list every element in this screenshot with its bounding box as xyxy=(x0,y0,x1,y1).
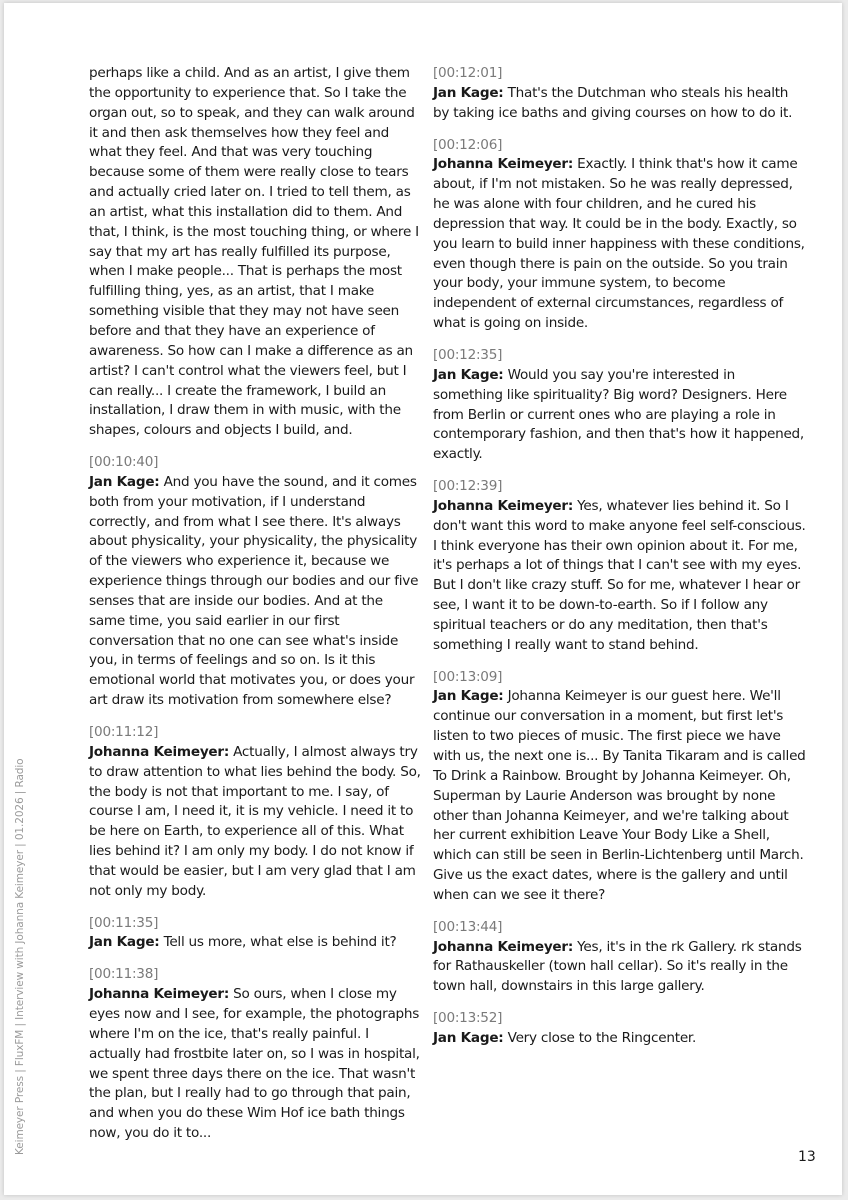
transcript-entry xyxy=(89,723,421,902)
entry-text: Tell us more, what else is behind it? xyxy=(163,934,397,951)
speaker-name: Jan Kage: xyxy=(433,84,504,101)
entry-text: So ours, when I close my eyes now and I see, for example, the photographs where I'm on the ice, that's really painful. I actually had frostbite later on, so I was in hospital, we spent three days there on the ice. That wasn't the plan, but I really had to go through that pain, and when you do these Wim Hof ice bath things now, you do it to... xyxy=(89,986,420,1142)
speaker-name: Johanna Keimeyer: xyxy=(89,743,230,760)
speaker-name: Jan Kage: xyxy=(433,1029,504,1046)
entry-text: And you have the sound, and it comes both from your motivation, if I understand correctly, and from what I see there. It's always about physicality, your physicality, the physicality of the viewers who experience it, because we experience things through our bodies and our five senses that are inside our bodies. And at the same time, you said earlier in our first conversation that no one can see what's inside you, in terms of feelings and so on. Is it this emotional world that motivates you, or does your art draw its motivation from somewhere else? xyxy=(89,473,419,709)
transcript-entry xyxy=(433,136,807,334)
entry-body xyxy=(433,155,807,334)
document-page xyxy=(4,3,842,1195)
entry-text: Very close to the Ringcenter. xyxy=(507,1029,697,1046)
speaker-name: Johanna Keimeyer: xyxy=(433,156,574,173)
entry-text: Would you say you're interested in something like spirituality? Big word? Designers. Here from Berlin or current ones who are playing a role in contemporary fashion, and then that's how it happened, exactly. xyxy=(433,366,805,463)
transcript-entry xyxy=(433,477,807,656)
entry-body xyxy=(89,473,421,711)
transcript-entry xyxy=(89,965,421,1144)
entry-body xyxy=(433,687,807,905)
transcript-entry xyxy=(433,668,807,906)
transcript-entry xyxy=(433,64,807,124)
entry-body xyxy=(433,84,807,124)
timestamp: [00:12:35] xyxy=(433,346,503,363)
speaker-name: Johanna Keimeyer: xyxy=(433,497,574,514)
transcript-entry xyxy=(433,918,807,997)
entry-body xyxy=(89,743,421,902)
timestamp: [00:12:39] xyxy=(433,478,503,495)
entry-body xyxy=(89,985,421,1144)
entry-body xyxy=(433,1029,807,1049)
entry-text: Yes, it's in the rk Gallery. rk stands for Rathauskeller (town hall cellar). So it's really in the town hall, downstairs in this large gallery. xyxy=(433,938,802,995)
timestamp: [00:12:06] xyxy=(433,136,503,153)
page-number: 13 xyxy=(798,1149,816,1165)
left-column xyxy=(89,64,421,1156)
intro-paragraph xyxy=(89,64,421,441)
timestamp: [00:10:40] xyxy=(89,454,159,471)
speaker-name: Johanna Keimeyer: xyxy=(89,986,230,1003)
timestamp: [00:12:01] xyxy=(433,65,503,81)
entry-body xyxy=(433,366,807,465)
transcript-entry xyxy=(433,346,807,465)
entry-text: That's the Dutchman who steals his health by taking ice baths and giving courses on how to do it. xyxy=(433,84,793,121)
right-column xyxy=(433,64,807,1061)
timestamp: [00:13:44] xyxy=(433,918,503,935)
transcript-entry xyxy=(433,1009,807,1049)
speaker-name: Jan Kage: xyxy=(433,688,504,705)
sidebar-credit: Keimeyer Press | FluxFM | Interview with Johanna Keimeyer | 01.2026 | Radio xyxy=(14,758,26,1155)
entry-body xyxy=(433,938,807,998)
entry-body xyxy=(89,933,421,953)
entry-text: Actually, I almost always try to draw attention to what lies behind the body. So, the body is not that important to me. I say, of course I am, I need it, it is my vehicle. I need it to be here on Earth, to experience all of this. What lies behind it? I am only my body. I do not know if that would be easier, but I am very glad that I am not only my body. xyxy=(89,743,421,899)
timestamp: [00:13:52] xyxy=(433,1010,503,1027)
timestamp: [00:11:38] xyxy=(89,966,159,983)
transcript-entry xyxy=(89,453,421,711)
entry-text: Exactly. I think that's how it came about, if I'm not mistaken. So he was really depressed, he was alone with four children, and he cured his depression that way. It could be in the body. Exactly, so you learn to build inner happiness with these conditions, even though there is pain on the outside. So you train your body, your immune system, to become independent of external circumstances, regardless of what is going on inside. xyxy=(433,156,805,332)
entry-text: Johanna Keimeyer is our guest here. We'll continue our conversation in a moment, but first let's listen to two pieces of music. The first piece we have with us, the next one is... By Tanita Tikaram and is called To Drink a Rainbow. Brought by Johanna Keimeyer. Oh, Superman by Laurie Anderson was brought by none other than Johanna Keimeyer, and we're talking about her current exhibition Leave Your Body Like a Shell, which can still be seen in Berlin-Lichtenberg until March. Give us the exact dates, where is the gallery and until when can we see it there? xyxy=(433,688,806,903)
speaker-name: Jan Kage: xyxy=(433,366,504,383)
timestamp: [00:11:12] xyxy=(89,724,159,740)
transcript-entry xyxy=(89,914,421,954)
speaker-name: Jan Kage: xyxy=(89,934,160,951)
timestamp: [00:13:09] xyxy=(433,668,503,685)
speaker-name: Jan Kage: xyxy=(89,473,160,490)
intro-text: perhaps like a child. And as an artist, I give them the opportunity to experience that. So I take the organ out, so to speak, and they can walk around it and then ask themselves how they feel and what they feel. And that was very touching because some of them were really close to tears and actually cried later on. I tried to tell them, as an artist, what this installation did to them. And that, I think, is the most touching thing, or where I say that my art has really fulfilled its purpose, when I make people... That is perhaps the most fulfilling thing, yes, as an artist, that I make something visible that they may not have seen before and that they have an experience of awareness. So how can I make a difference as an artist? I can't control what the viewers feel, but I can really... I create the framework, I build an installation, I draw them in with music, with the shapes, colours and objects I build, and. xyxy=(89,65,419,439)
timestamp: [00:11:35] xyxy=(89,914,159,931)
entry-text: Yes, whatever lies behind it. So I don't want this word to make anyone feel self-conscious. I think everyone has their own opinion about it. For me, it's perhaps a lot of things that I can't see with my eyes. But I don't like crazy stuff. So for me, whatever I hear or see, I want it to be down-to-earth. So if I follow any spiritual teachers or do any meditation, then that's something I really want to stand behind. xyxy=(433,497,806,653)
entry-body xyxy=(433,497,807,656)
speaker-name: Johanna Keimeyer: xyxy=(433,938,574,955)
